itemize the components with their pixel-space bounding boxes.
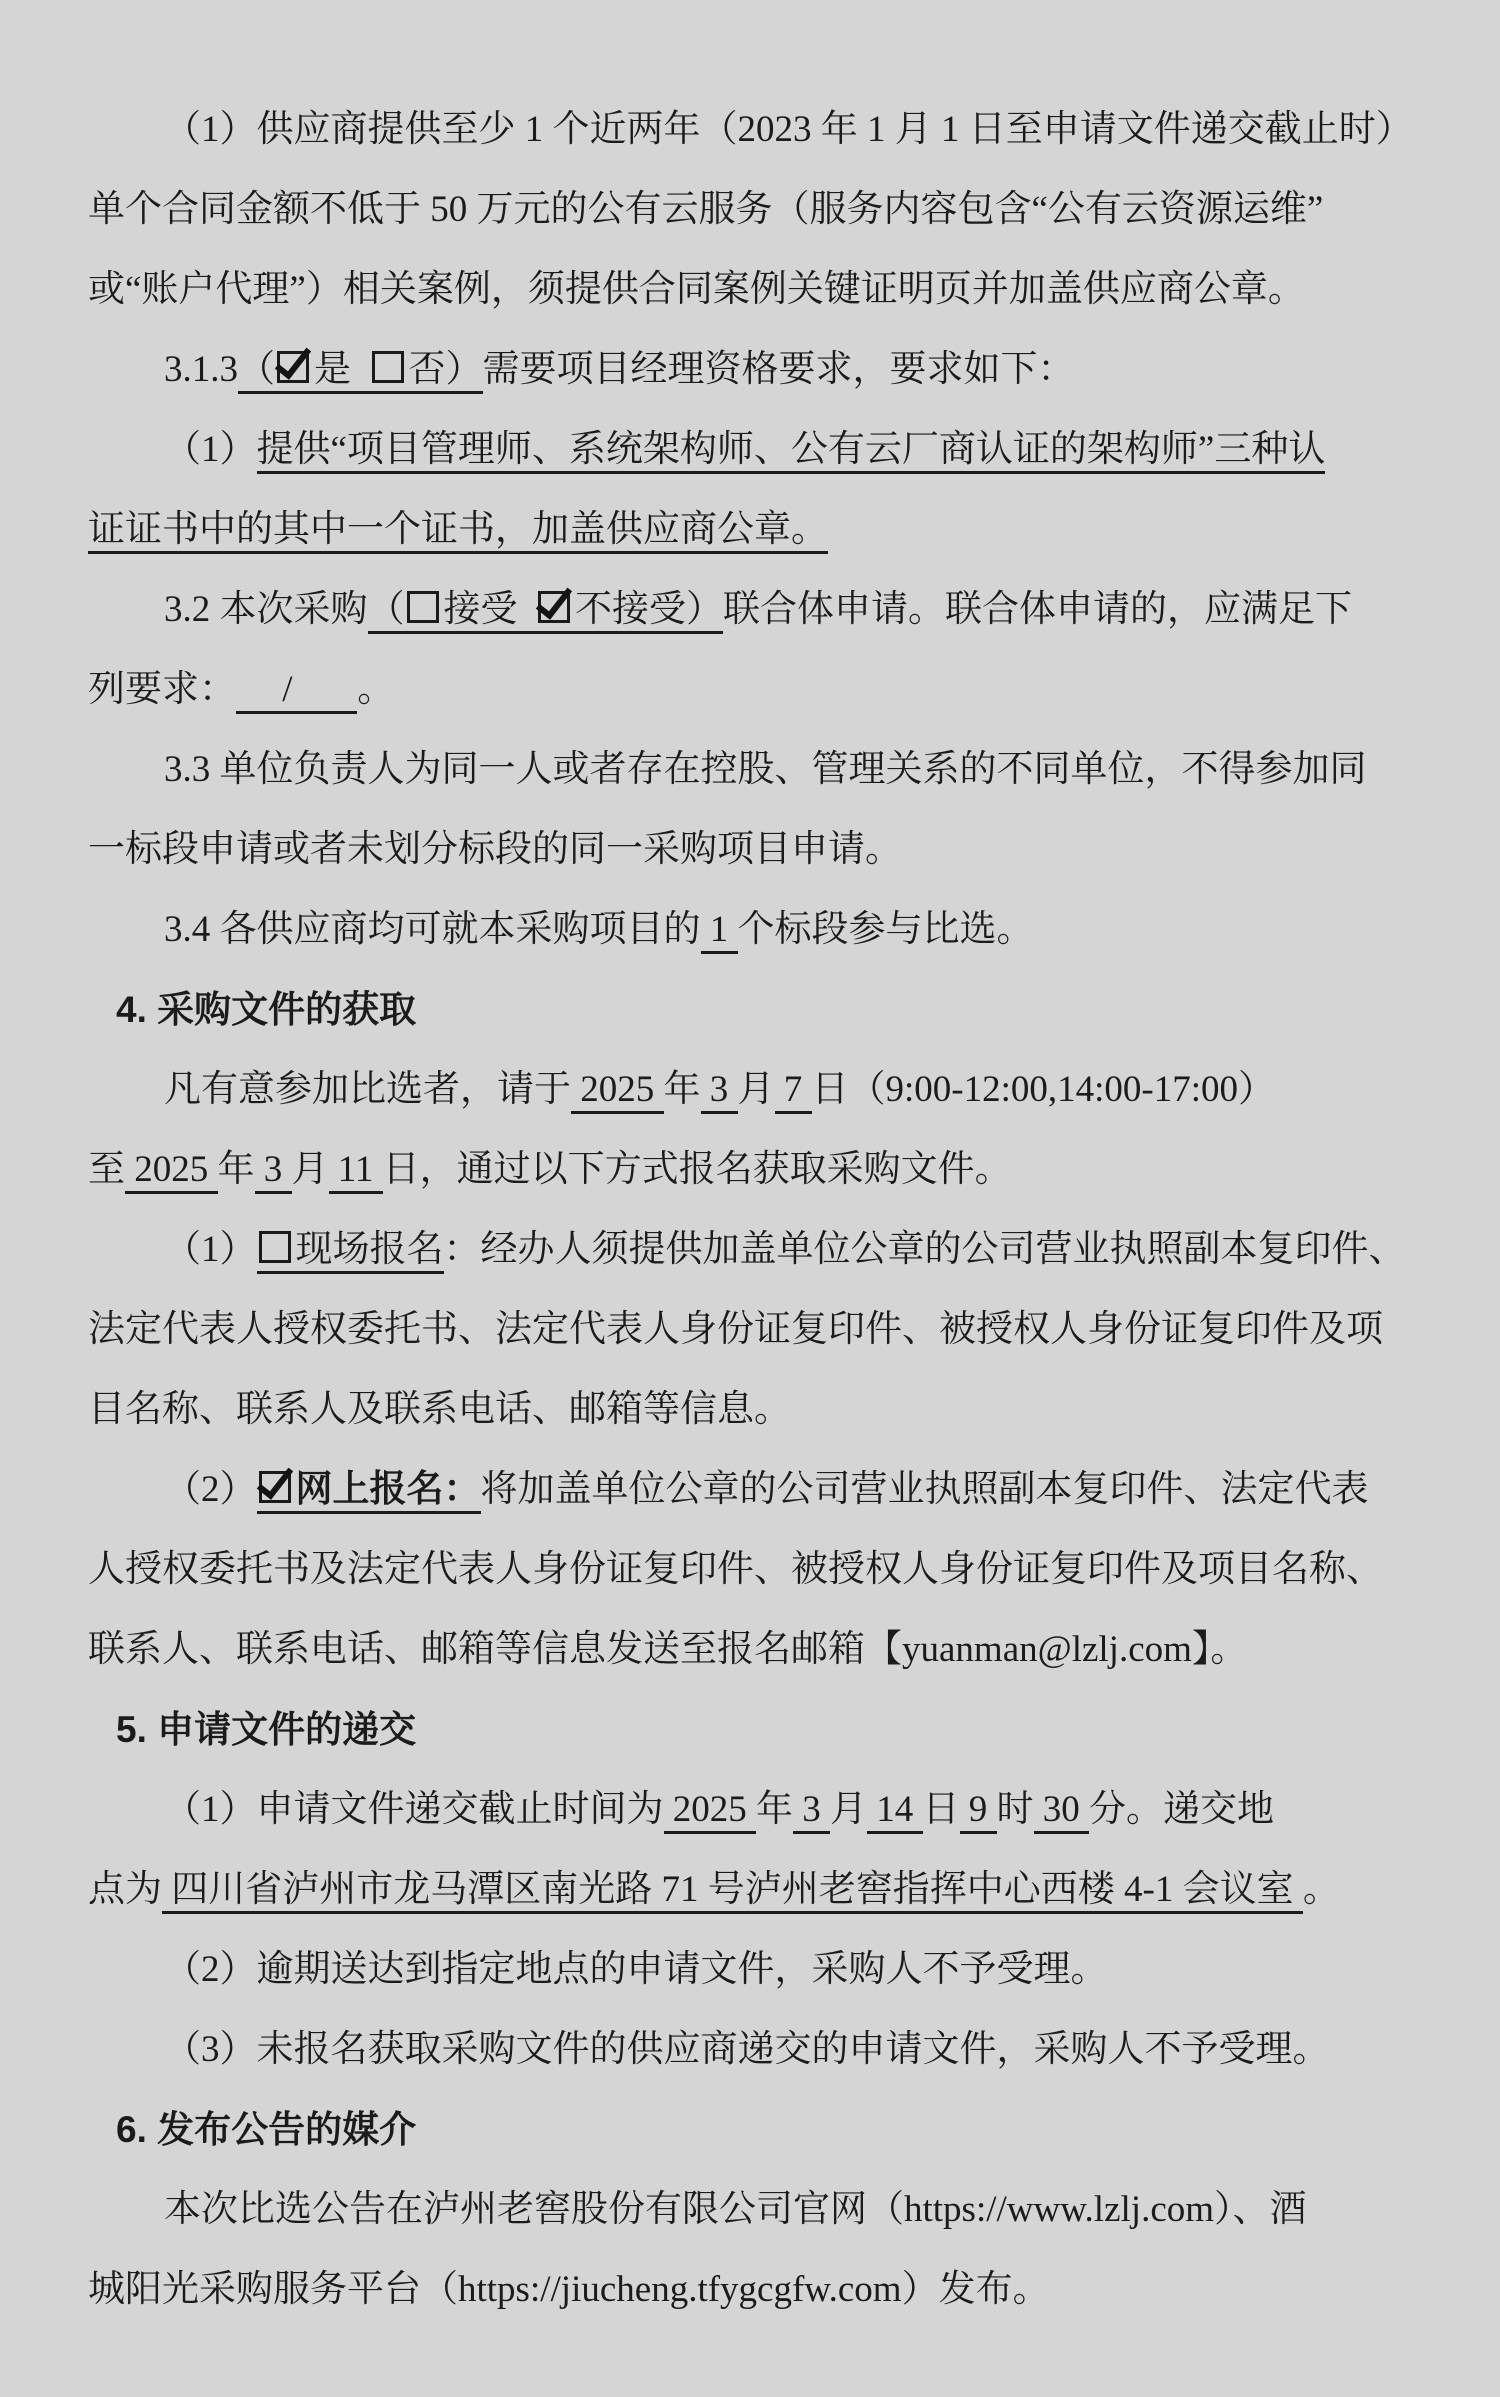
section-5-para1-line-2 xyxy=(88,1850,1412,1930)
section-4-heading: 4. 采购文件的获取 xyxy=(116,989,417,1030)
choice-gap xyxy=(518,589,537,630)
text-run: （1）申请文件递交截止时间为 xyxy=(164,1789,664,1830)
onsite-registration-label: 现场报名 xyxy=(295,1229,444,1270)
pm-requirement-choice xyxy=(238,349,483,394)
clause-311-case-line-2: 单个合同金额不低于 50 万元的公有云服务（服务内容包含“公有云资源运维” xyxy=(88,189,1324,230)
item-number: （1） xyxy=(164,429,257,470)
period: 。 xyxy=(357,669,395,710)
deadline-year-underlined: 2025 xyxy=(664,1789,757,1834)
choice-not-accept-label: 不接受 xyxy=(575,589,686,630)
text-run: ：经办人须提供加盖单位公章的公司营业执照副本复印件、 xyxy=(443,1229,1406,1270)
onsite-registration-line-3: 目名称、联系人及联系电话、邮箱等信息。 xyxy=(88,1389,791,1430)
section-5-heading: 5. 申请文件的递交 xyxy=(116,1709,417,1750)
clause-313-req-line-2 xyxy=(88,490,1412,570)
checkbox-checked-icon xyxy=(538,591,570,623)
certificate-requirement-underlined-cont: 证证书中的其中一个证书，加盖供应商公章。 xyxy=(88,509,828,554)
clause-32-text: 联合体申请。联合体申请的，应满足下 xyxy=(723,589,1352,630)
clause-313-text: 需要项目经理资格要求，要求如下： xyxy=(482,349,1075,390)
lot-count-underlined: 1 xyxy=(701,909,738,954)
month-unit: 月 xyxy=(737,1069,775,1110)
deadline-hour-underlined: 9 xyxy=(960,1789,997,1834)
clause-313-line xyxy=(88,330,1412,410)
choice-accept-label: 接受 xyxy=(443,589,518,630)
text-run: 凡有意参加比选者，请于 xyxy=(164,1069,571,1110)
deadline-month-underlined: 3 xyxy=(793,1789,830,1834)
section-6-para-line-1: 本次比选公告在泸州老窖股份有限公司官网（https://www.lzlj.com）、酒 xyxy=(164,2189,1307,2230)
clause-32-line2-label: 列要求： xyxy=(88,669,236,710)
online-registration-option xyxy=(257,1469,481,1514)
consortium-choice xyxy=(368,589,724,634)
clause-32-line-2 xyxy=(88,650,1412,730)
onsite-registration-line-1 xyxy=(88,1210,1412,1290)
clause-313-req-line-1 xyxy=(88,410,1412,490)
start-day-underlined: 7 xyxy=(775,1069,812,1114)
section-4-para-line-2 xyxy=(88,1130,1412,1210)
text-run: 将加盖单位公章的公司营业执照副本复印件、法定代表 xyxy=(480,1469,1369,1510)
month-unit: 月 xyxy=(291,1149,329,1190)
open-paren: （ xyxy=(367,589,405,630)
online-registration-line-3: 联系人、联系电话、邮箱等信息发送至报名邮箱【yuanman@lzlj.com】。 xyxy=(88,1629,1248,1670)
period: 。 xyxy=(1302,1869,1340,1910)
section-6-heading: 6. 发布公告的媒介 xyxy=(116,2109,417,2150)
online-registration-line-1 xyxy=(88,1450,1412,1530)
deadline-day-underlined: 14 xyxy=(867,1789,923,1834)
checkbox-unchecked-icon xyxy=(372,351,404,383)
clause-33-line-1: 3.3 单位负责人为同一人或者存在控股、管理关系的不同单位，不得参加同 xyxy=(164,749,1367,790)
clause-311-case-line-1: （1）供应商提供至少 1 个近两年（2023 年 1 月 1 日至申请文件递交截止时） xyxy=(164,109,1413,150)
checkbox-unchecked-icon xyxy=(407,591,439,623)
checkbox-checked-icon xyxy=(277,351,309,383)
clause-32-prefix: 3.2 本次采购 xyxy=(164,589,368,630)
choice-gap xyxy=(351,349,370,390)
year-unit: 年 xyxy=(663,1069,701,1110)
onsite-registration-line-2: 法定代表人授权委托书、法定代表人身份证复印件、被授权人身份证复印件及项 xyxy=(88,1309,1383,1350)
clause-33-line-2: 一标段申请或者未划分标段的同一采购项目申请。 xyxy=(88,829,902,870)
section-6-para-line-2: 城阳光采购服务平台（https://jiucheng.tfygcgfw.com）发布。 xyxy=(88,2269,1050,2310)
day-unit: 日 xyxy=(922,1789,960,1830)
start-year-underlined: 2025 xyxy=(571,1069,664,1114)
checkbox-unchecked-icon xyxy=(259,1231,291,1263)
clause-311-case-line-3: 或“账户代理”）相关案例，须提供合同案例关键证明页并加盖供应商公章。 xyxy=(88,269,1305,310)
text-run: 日，通过以下方式报名获取采购文件。 xyxy=(382,1149,1012,1190)
deadline-minute-underlined: 30 xyxy=(1034,1789,1090,1834)
section-4-para-line-1 xyxy=(88,1050,1412,1130)
clause-32-line-1 xyxy=(88,570,1412,650)
text-run: 分。递交地 xyxy=(1089,1789,1274,1830)
submission-address-underlined: 四川省泸州市龙马潭区南光路 71 号泸州老窖指挥中心西楼 4-1 会议室 xyxy=(162,1869,1303,1914)
section-5-para2: （2）逾期送达到指定地点的申请文件，采购人不予受理。 xyxy=(164,1949,1108,1990)
choice-no-label: 否 xyxy=(408,349,446,390)
clause-34-prefix: 3.4 各供应商均可就本采购项目的 xyxy=(164,909,701,950)
online-registration-label: 网上报名： xyxy=(295,1469,481,1510)
open-paren: （ xyxy=(238,349,275,390)
end-month-underlined: 3 xyxy=(255,1149,292,1194)
close-paren: ） xyxy=(445,349,483,390)
year-unit: 年 xyxy=(217,1149,255,1190)
start-month-underlined: 3 xyxy=(701,1069,738,1114)
checkbox-checked-icon xyxy=(259,1471,291,1503)
choice-yes-label: 是 xyxy=(314,349,351,390)
month-unit: 月 xyxy=(830,1789,867,1830)
onsite-registration-option xyxy=(257,1229,444,1274)
end-day-underlined: 11 xyxy=(329,1149,383,1194)
item-number: （2） xyxy=(164,1469,257,1510)
certificate-requirement-underlined: 提供“项目管理师、系统架构师、公有云厂商认证的架构师”三种认 xyxy=(257,429,1326,474)
online-registration-line-2: 人授权委托书及法定代表人身份证复印件、被授权人身份证复印件及项目名称、 xyxy=(88,1549,1383,1590)
hour-unit: 时 xyxy=(996,1789,1034,1830)
clause-313-number: 3.1.3 xyxy=(164,349,238,390)
blank-with-slash: / xyxy=(236,669,357,714)
section-5-para1-line-1 xyxy=(88,1770,1412,1850)
section-5-para3: （3）未报名获取采购文件的供应商递交的申请文件，采购人不予受理。 xyxy=(164,2029,1330,2070)
clause-34-line xyxy=(88,890,1412,970)
text-run: 点为 xyxy=(88,1869,162,1910)
end-year-underlined: 2025 xyxy=(125,1149,218,1194)
text-run: 至 xyxy=(88,1149,125,1190)
time-window-text: 日（9:00-12:00,14:00-17:00） xyxy=(811,1069,1276,1110)
item-number: （1） xyxy=(164,1229,257,1270)
year-unit: 年 xyxy=(756,1789,793,1830)
close-paren: ） xyxy=(686,589,723,630)
clause-34-suffix: 个标段参与比选。 xyxy=(737,909,1034,950)
